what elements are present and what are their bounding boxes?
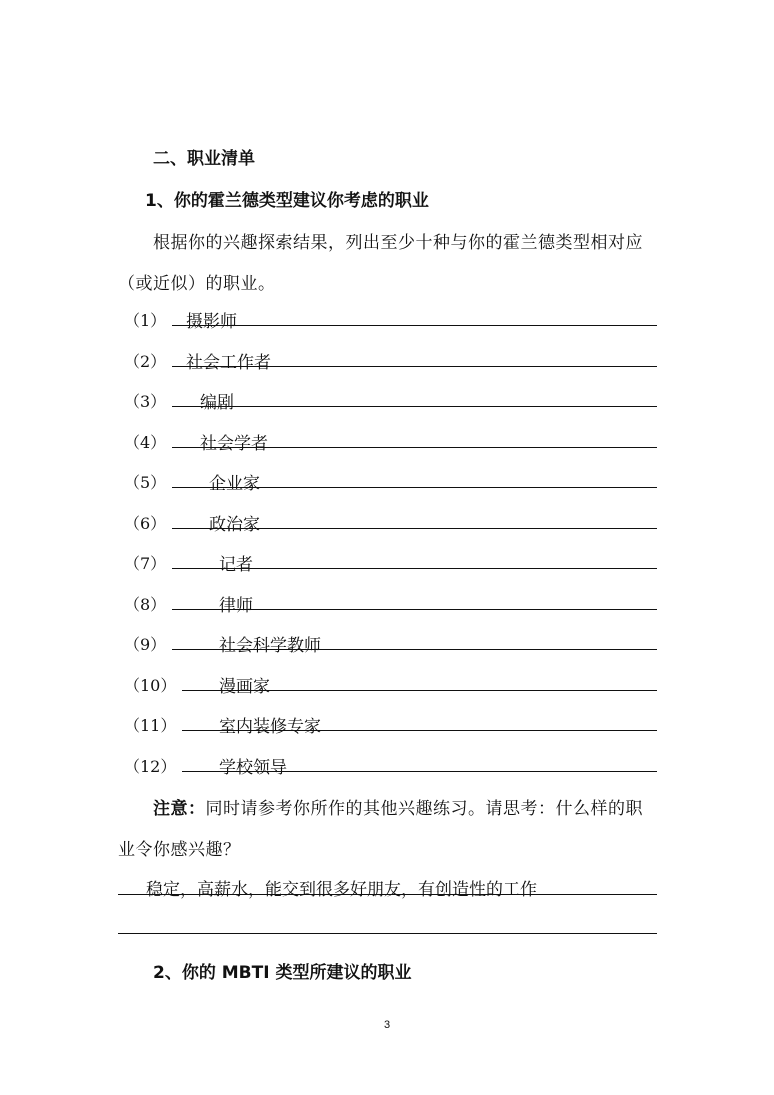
list-item-text: 漫画家 (219, 676, 270, 697)
list-item-underline (172, 528, 657, 529)
list-item-text: 编剧 (200, 393, 234, 413)
note-paragraph (153, 794, 643, 819)
list-item-underline (172, 447, 657, 448)
list-item-text: 摄影师 (186, 312, 237, 332)
note-label: 注意： (153, 799, 206, 819)
section-title: 二、职业清单 (153, 149, 255, 169)
intro-paragraph-line-1: 根据你的兴趣探索结果，列出至少十种与你的霍兰德类型相对应 (153, 233, 643, 253)
list-item-underline (182, 690, 657, 691)
list-item-number: （10） (124, 675, 177, 695)
answer-underline-2 (118, 933, 657, 934)
list-item-number: （1） (124, 311, 167, 330)
page-number: 3 (384, 1019, 391, 1031)
list-item-number: （3） (124, 392, 167, 411)
list-item-underline (172, 487, 657, 488)
note-text: 同时请参考你所作的其他兴趣练习。请思考：什么样的职 (205, 799, 643, 819)
list-item-number: （6） (124, 513, 167, 533)
list-item-text: 社会科学教师 (219, 636, 321, 656)
list-item-text: 企业家 (209, 474, 260, 494)
list-item-text: 室内装修专家 (219, 717, 321, 737)
list-item-underline (182, 730, 657, 731)
list-item-number: （12） (124, 756, 177, 776)
subsection-title-mbti: 2、你的 MBTI 类型所建议的职业 (153, 963, 412, 983)
list-item-underline (182, 771, 657, 772)
list-item-number: （8） (124, 594, 167, 614)
list-item-text: 学校领导 (219, 757, 287, 778)
subsection-title-holland: 1、你的霍兰德类型建议你考虑的职业 (145, 191, 429, 211)
note-paragraph-line-2: 业令你感兴趣？ (118, 840, 241, 860)
list-item-underline (172, 649, 657, 650)
list-item-number: （7） (124, 554, 167, 573)
list-item-number: （4） (124, 432, 167, 452)
list-item-underline (172, 609, 657, 610)
list-item-number: （2） (124, 351, 167, 371)
intro-paragraph-line-2: （或近似）的职业。 (118, 274, 276, 294)
answer-text: 稳定，高薪水，能交到很多好朋友，有创造性的工作 (146, 880, 537, 900)
list-item-text: 社会工作者 (186, 352, 271, 373)
answer-underline-1 (118, 894, 657, 895)
list-item-underline (172, 568, 657, 569)
list-item-text: 政治家 (209, 514, 260, 535)
list-item-underline (172, 406, 657, 407)
list-item-underline (172, 366, 657, 367)
list-item-number: （9） (124, 635, 167, 654)
list-item-underline (172, 325, 657, 326)
list-item-text: 律师 (219, 595, 253, 616)
list-item-number: （11） (124, 716, 177, 735)
list-item-text: 社会学者 (200, 433, 268, 454)
list-item-number: （5） (124, 473, 167, 492)
list-item-text: 记者 (219, 555, 253, 575)
